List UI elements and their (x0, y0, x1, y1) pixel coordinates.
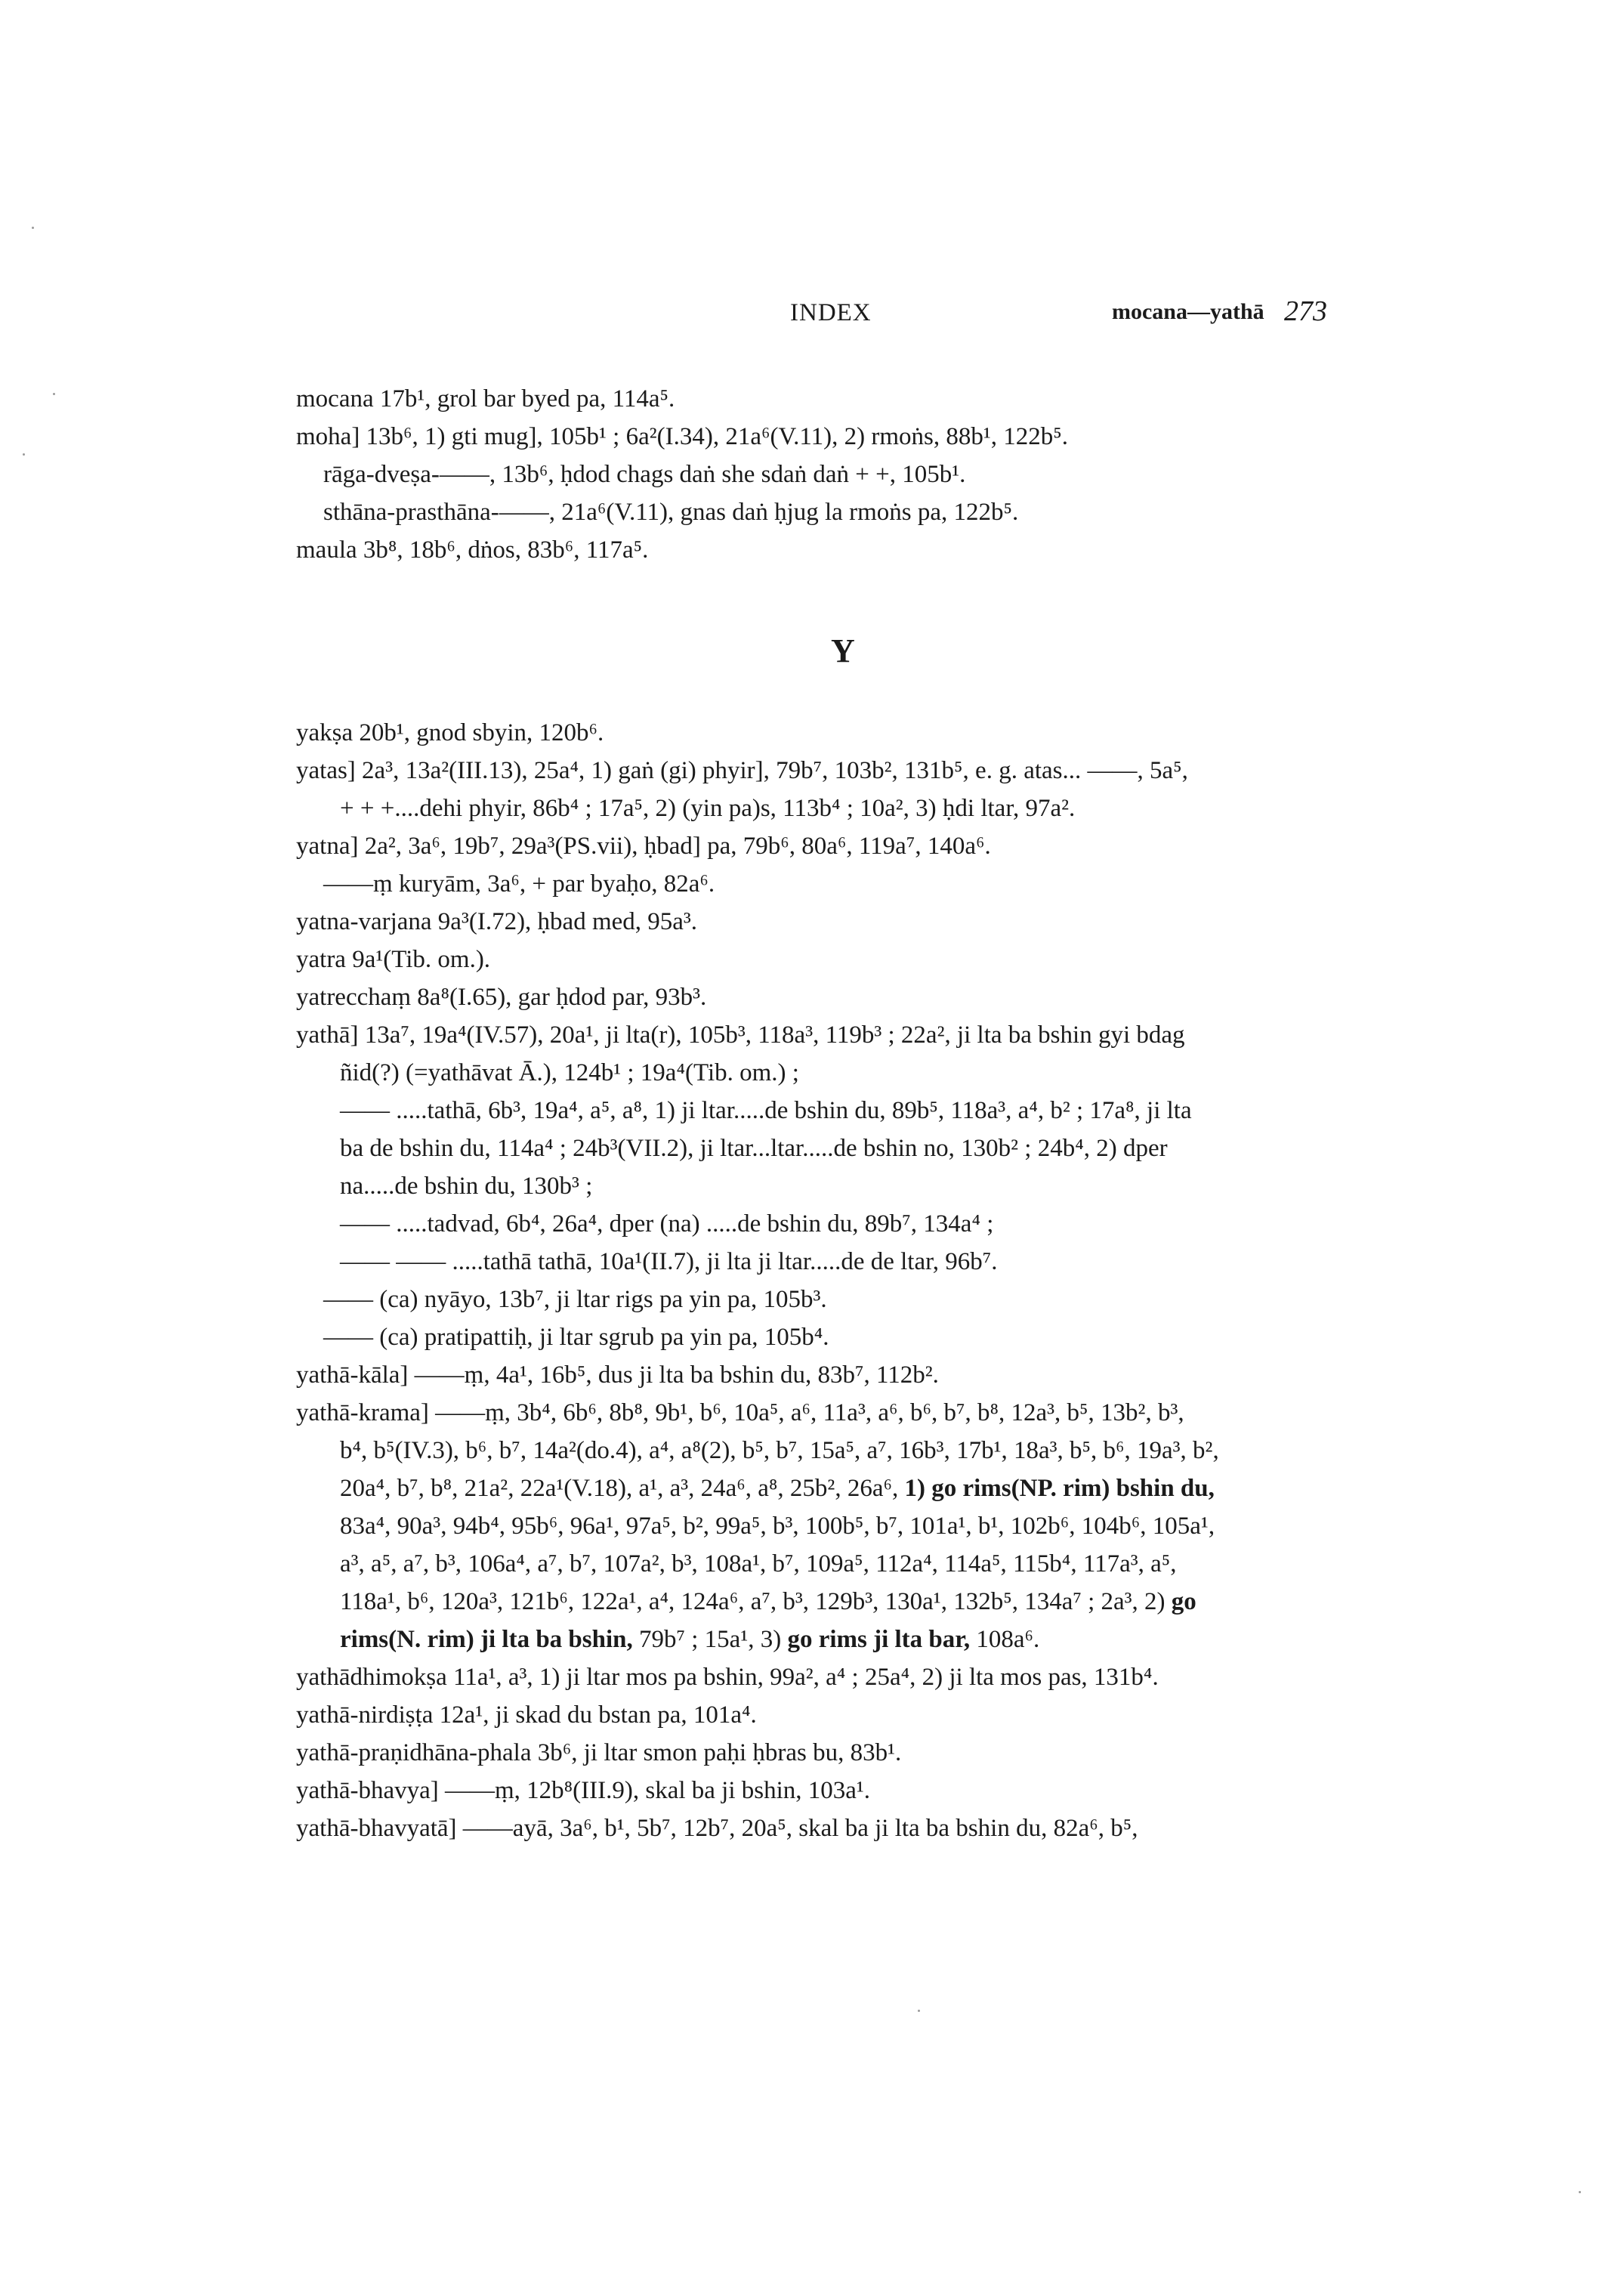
index-subentry: —— (ca) pratipattiḥ, ji ltar sgrub pa yin pa, 105b⁴. (323, 1324, 829, 1351)
index-entry: yathā-bhavyatā] ——ayā, 3a⁶, b¹, 5b⁷, 12b⁷, 20a⁵, skal ba ji lta ba bshin du, 82a⁶, b⁵, (296, 1815, 1138, 1842)
index-entry-continuation (296, 1621, 1384, 1658)
tibetan-bold: go (1171, 1588, 1196, 1615)
index-entry-continuation: a³, a⁵, a⁷, b³, 106a⁴, a⁷, b⁷, 107a², b³, 108a¹, b⁷, 109a⁵, 112a⁴, 114a⁵, 115b⁴, 117a³, a⁵, (340, 1550, 1177, 1578)
index-subentry: rāga-dveṣa-——, 13b⁶, ḥdod chags daṅ she sdaṅ daṅ + +, 105b¹. (323, 461, 966, 488)
index-entry: yathā-kāla] ——ṃ, 4a¹, 16b⁵, dus ji lta ba bshin du, 83b⁷, 112b². (296, 1361, 939, 1389)
index-entry: yathā-nirdiṣṭa 12a¹, ji skad du bstan pa, 101a⁴. (296, 1701, 757, 1729)
index-entry: yakṣa 20b¹, gnod sbyin, 120b⁶. (296, 719, 604, 746)
index-subentry: ——ṃ kuryām, 3a⁶, + par byaḥo, 82a⁶. (323, 870, 715, 898)
index-entry: moha] 13b⁶, 1) gti mug], 105b¹ ; 6a²(I.34), 21a⁶(V.11), 2) rmoṅs, 88b¹, 122b⁵. (296, 423, 1068, 450)
scan-speck (32, 227, 34, 229)
index-entry: yathā-praṇidhāna-phala 3b⁶, ji ltar smon paḥi ḥbras bu, 83b¹. (296, 1739, 902, 1766)
index-entry: yatna-varjana 9a³(I.72), ḥbad med, 95a³. (296, 908, 698, 935)
entry-text: 118a¹, b⁶, 120a³, 121b⁶, 122a¹, a⁴, 124a⁶, a⁷, b³, 129b³, 130a¹, 132b⁵, 134a⁷ ; 2a³, 2) (340, 1588, 1172, 1615)
index-entry: yathā-krama] ——ṃ, 3b⁴, 6b⁶, 8b⁸, 9b¹, b⁶, 10a⁵, a⁶, 11a³, a⁶, b⁶, b⁷, b⁸, 12a³, b⁵, 13b², b³, (296, 1399, 1184, 1426)
index-entries-m (296, 380, 1384, 569)
index-entries-y (296, 714, 1384, 1847)
index-entry-continuation: b⁴, b⁵(IV.3), b⁶, b⁷, 14a²(do.4), a⁴, a⁸(2), b⁵, b⁷, 15a⁵, a⁷, 16b³, 17b¹, 18a³, b⁵, b⁶, 19a³, b², (340, 1437, 1219, 1464)
tibetan-bold: rims(N. rim) ji lta ba bshin, (340, 1626, 633, 1653)
entry-text: 20a⁴, b⁷, b⁸, 21a², 22a¹(V.18), a¹, a³, 24a⁶, a⁸, 25b², 26a⁶, (340, 1475, 905, 1502)
index-entry-continuation (296, 1469, 1384, 1507)
scan-speck (53, 393, 55, 395)
scan-speck (1579, 2191, 1581, 2193)
section-letter: Y (831, 632, 855, 669)
entry-text: 79b⁷ ; 15a¹, 3) (632, 1626, 788, 1653)
index-entry: yatra 9a¹(Tib. om.). (296, 946, 491, 973)
index-entry: yathā] 13a⁷, 19a⁴(IV.57), 20a¹, ji lta(r), 105b³, 118a³, 119b³ ; 22a², ji lta ba bshin gyi bdag (296, 1021, 1185, 1049)
index-entry-continuation: —— .....tathā, 6b³, 19a⁴, a⁵, a⁸, 1) ji ltar.....de bshin du, 89b⁵, 118a³, a⁴, b² ; 17a⁸, ji lta (340, 1097, 1192, 1124)
tibetan-bold: go rims ji lta bar, (787, 1626, 971, 1653)
index-entry-continuation: 83a⁴, 90a³, 94b⁴, 95b⁶, 96a¹, 97a⁵, b², 99a⁵, b³, 100b⁵, b⁷, 101a¹, b¹, 102b⁶, 104b⁶, 105a¹, (340, 1513, 1215, 1540)
index-label: INDEX (790, 299, 872, 326)
running-header (0, 295, 1624, 337)
index-entry: yathā-bhavya] ——ṃ, 12b⁸(III.9), skal ba ji bshin, 103a¹. (296, 1777, 871, 1804)
index-entry: yatrecchaṃ 8a⁸(I.65), gar ḥdod par, 93b³. (296, 984, 707, 1011)
index-entry-continuation: —— —— .....tathā tathā, 10a¹(II.7), ji lta ji ltar.....de de ltar, 96b⁷. (340, 1248, 998, 1275)
index-entry: maula 3b⁸, 18b⁶, dṅos, 83b⁶, 117a⁵. (296, 536, 649, 564)
index-subentry: sthāna-prasthāna-——, 21a⁶(V.11), gnas daṅ ḥjug la rmoṅs pa, 122b⁵. (323, 499, 1019, 526)
index-entry-continuation: ñid(?) (=yathāvat Ā.), 124b¹ ; 19a⁴(Tib. om.) ; (340, 1059, 799, 1086)
index-entry-continuation: ba de bshin du, 114a⁴ ; 24b³(VII.2), ji ltar...ltar.....de bshin no, 130b² ; 24b⁴, 2) dper (340, 1135, 1168, 1162)
index-entry-continuation: + + +....dehi phyir, 86b⁴ ; 17a⁵, 2) (yin pa)s, 113b⁴ ; 10a², 3) ḥdi ltar, 97a². (340, 795, 1076, 822)
index-subentry: —— (ca) nyāyo, 13b⁷, ji ltar rigs pa yin pa, 105b³. (323, 1286, 827, 1313)
index-entry-continuation: na.....de bshin du, 130b³ ; (340, 1173, 593, 1200)
index-entry: yatas] 2a³, 13a²(III.13), 25a⁴, 1) gaṅ (gi) phyir], 79b⁷, 103b², 131b⁵, e. g. atas... ——, 5a⁵, (296, 757, 1188, 784)
index-entry-continuation (296, 1583, 1384, 1621)
index-entry: yatna] 2a², 3a⁶, 19b⁷, 29a³(PS.vii), ḥbad] pa, 79b⁶, 80a⁶, 119a⁷, 140a⁶. (296, 833, 991, 860)
page-number: 273 (1284, 295, 1327, 327)
index-entry: yathādhimokṣa 11a¹, a³, 1) ji ltar mos pa bshin, 99a², a⁴ ; 25a⁴, 2) ji lta mos pas, 131b⁴. (296, 1664, 1159, 1691)
entry-text: 108a⁶. (970, 1626, 1040, 1653)
tibetan-bold: 1) go rims(NP. rim) bshin du, (904, 1475, 1215, 1502)
index-entry-continuation: —— .....tadvad, 6b⁴, 26a⁴, dper (na) .....de bshin du, 89b⁷, 134a⁴ ; (340, 1210, 994, 1238)
scan-speck (918, 2010, 920, 2012)
running-head-range: mocana—yathā (1112, 299, 1264, 324)
scan-speck (23, 453, 25, 456)
index-entry: mocana 17b¹, grol bar byed pa, 114a⁵. (296, 385, 675, 413)
